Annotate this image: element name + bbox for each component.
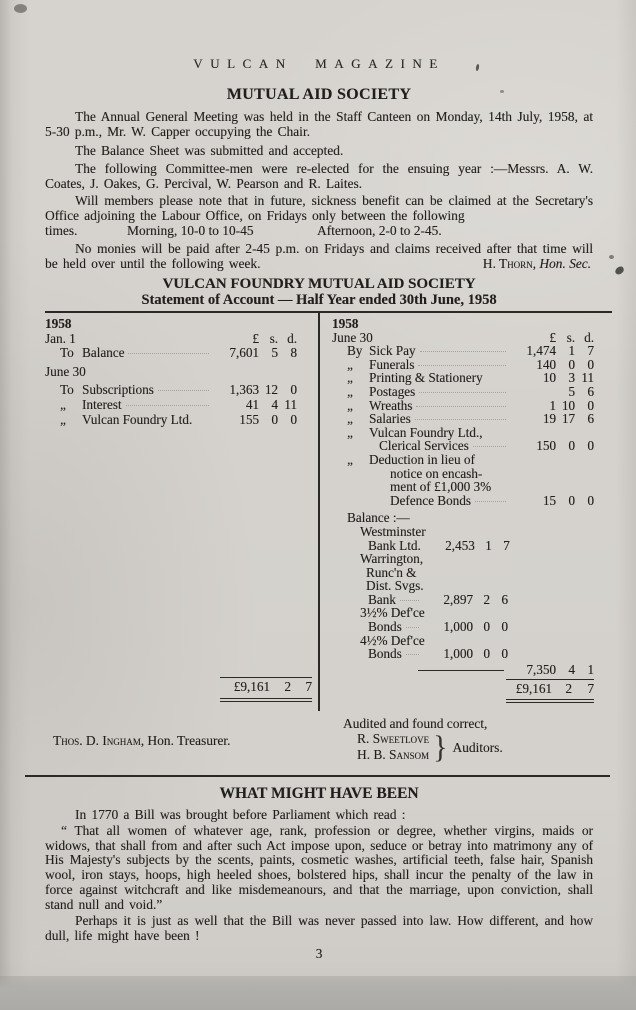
- row-pounds: 1,363: [229, 382, 259, 398]
- row-pence: 0: [290, 411, 297, 427]
- row-label: Salaries: [369, 411, 411, 427]
- row-pounds: 7,601: [229, 345, 259, 361]
- pence-column-header: d.: [287, 330, 297, 346]
- subtotal-pence: 1: [587, 661, 594, 677]
- shillings-column-header: s.: [269, 330, 278, 346]
- row-pence: 0: [501, 619, 508, 635]
- statement-of-account-table: [45, 311, 612, 711]
- left-date-jan: Jan. 1: [45, 330, 76, 346]
- balance-item-row: [332, 647, 508, 661]
- dot-leader: [158, 390, 209, 391]
- subtotal-rule: [418, 670, 504, 671]
- table-row: [332, 385, 594, 399]
- row-pence: 0: [587, 438, 594, 454]
- row-pounds: 10: [542, 370, 556, 386]
- auditors-label: Auditors.: [452, 739, 503, 755]
- paragraph-monies: No monies will be paid after 2-45 p.m. on Fridays and claims received after that time will be held over until the following week.: [45, 241, 593, 271]
- row-pounds: 2,897: [443, 591, 473, 607]
- receipts-total: [220, 677, 312, 702]
- row-pounds: 1,000: [443, 646, 473, 662]
- table-row: [45, 413, 297, 428]
- row-pence: 0: [290, 382, 297, 398]
- row-label: Postages: [369, 383, 416, 399]
- table-row: [332, 344, 594, 358]
- row-prefix: „: [347, 451, 353, 467]
- paragraph-committee: The following Committee-men were re-elected for the ensuing year :—Messrs. A. W. Coates, J. Oakes, G. Percival, W. Pearson and R. Laites.: [45, 161, 593, 191]
- table-row: [45, 398, 297, 413]
- pence-column-header: d.: [584, 329, 594, 345]
- balance-item-line: Dist. Svgs.: [366, 578, 424, 594]
- balance-item-row: [332, 539, 508, 553]
- secretary-role: Hon. Sec.: [539, 256, 591, 271]
- row-prefix: To: [60, 345, 74, 361]
- payments-total: [506, 679, 594, 703]
- row-label-continued: notice on encash-: [390, 465, 483, 481]
- left-year: 1958: [45, 316, 72, 331]
- dot-leader: [475, 501, 506, 502]
- paragraph-bill-quote: “ That all women of whatever age, rank, profession or degree, whether virgins, maids or widows, that shall from and after such Act impose upon, seduce or betray into matrimony any of His Majesty's subjects by the scents, paints, cosmetic washes, artificial teeth, false hair, Spanish wool, iron stays, hoops, high heeled shoes, bolstered hips, shall incur the penalty of the law in force against witchcraft and like misdemeanours, and that the marriage, upon conviction, shall stand null and void.”: [45, 823, 593, 912]
- row-label: Subscriptions: [82, 382, 154, 398]
- scan-speck: [609, 255, 614, 259]
- scan-speck: [614, 265, 625, 275]
- row-pounds: 1,000: [443, 619, 473, 635]
- total-pence: 7: [305, 679, 312, 694]
- auditor-name-1: R. Sweetlove: [357, 731, 430, 746]
- row-label: Funerals: [369, 356, 415, 372]
- balance-item-row: [332, 593, 508, 607]
- row-label: Vulcan Foundry Ltd.,: [369, 424, 483, 440]
- row-label: Bank: [368, 591, 396, 607]
- balance-item-line: 4½% Def'ce: [360, 632, 425, 648]
- statement-subtitle: Statement of Account — Half Year ended 30th June, 1958: [141, 292, 497, 308]
- morning-times: Morning, 10-0 to 10-45: [127, 223, 254, 238]
- table-row: [332, 494, 594, 508]
- dot-leader: [420, 351, 506, 352]
- row-pounds: 19: [542, 411, 556, 427]
- paragraph-intro-1770: In 1770 a Bill was brought before Parliament which read :: [75, 807, 406, 822]
- section-divider-rule: [25, 775, 610, 777]
- row-prefix: „: [347, 411, 353, 427]
- row-prefix: By: [347, 343, 363, 359]
- auditor-name-2: H. B. Sansom: [357, 747, 429, 762]
- total-pounds: £9,161: [233, 679, 270, 694]
- pounds-column-header: £: [252, 330, 259, 346]
- row-label: Deduction in lieu of: [369, 451, 475, 467]
- row-shillings: 1: [485, 537, 492, 553]
- paragraph-outro: Perhaps it is just as well that the Bill was never passed into law. How different, and how dull, life might have been !: [45, 913, 593, 944]
- pounds-column-header: £: [549, 329, 556, 345]
- treasurer-signature: [53, 733, 230, 748]
- table-row: [332, 426, 594, 440]
- row-pounds: 2,453: [445, 537, 475, 553]
- right-year: 1958: [332, 316, 359, 331]
- row-pence: 0: [587, 397, 594, 413]
- row-shillings: 17: [561, 411, 575, 427]
- left-header-row: [45, 332, 297, 347]
- row-pounds: 155: [239, 411, 259, 427]
- table-row: [332, 371, 594, 385]
- dot-leader: [406, 654, 419, 655]
- table-row: [332, 439, 594, 453]
- row-label-continued: Defence Bonds: [390, 492, 471, 508]
- magazine-title: VULCAN MAGAZINE: [193, 56, 445, 71]
- statement-title: VULCAN FOUNDRY MUTUAL AID SOCIETY: [162, 276, 476, 292]
- paragraph-meeting: The Annual General Meeting was held in the Staff Canteen on Monday, 14th July, 1958, at 5-30 p.m., Mr. W. Capper occupying the Chair.: [45, 109, 593, 139]
- page-content: [45, 0, 593, 961]
- right-header-row: [332, 331, 594, 345]
- treasurer-name: Thos. D. Ingham,: [53, 733, 145, 748]
- dot-leader: [416, 406, 506, 407]
- balance-item-line: Runc'n &: [366, 564, 417, 580]
- table-row: [45, 383, 297, 398]
- row-pounds: 41: [245, 396, 259, 412]
- double-rule: [220, 698, 312, 702]
- paragraph-members-notice: Will members please note that in future, sickness benefit can be claimed at the Secretary's Office adjoining the Labour Office, on Fridays only between the following: [45, 193, 593, 223]
- balance-item-line: Warrington,: [360, 551, 424, 567]
- scan-speck: [500, 90, 504, 93]
- left-date-june: June 30: [45, 363, 86, 379]
- dot-leader: [400, 600, 419, 601]
- treasurer-role: Hon. Treasurer.: [147, 733, 231, 748]
- row-label-continued: ment of £1,000 3%: [390, 479, 492, 495]
- row-label: Bonds: [368, 619, 402, 635]
- row-prefix: „: [347, 356, 353, 372]
- row-shillings: 5: [568, 383, 575, 399]
- balance-heading: Balance :—: [347, 510, 410, 526]
- audit-block: [343, 716, 503, 763]
- row-label: Balance: [82, 345, 125, 361]
- paragraph-balance-sheet: The Balance Sheet was submitted and accepted.: [75, 143, 344, 158]
- balance-item-line: Westminster: [360, 523, 426, 539]
- balance-item-row: [332, 620, 508, 634]
- claim-times-row: [45, 223, 593, 238]
- table-row: [332, 453, 594, 467]
- row-shillings: 4: [271, 396, 278, 412]
- row-prefix: „: [347, 370, 353, 386]
- row-shillings: 0: [568, 492, 575, 508]
- scanner-edge-shadow: [0, 976, 636, 1010]
- right-date-june: June 30: [332, 329, 373, 345]
- total-shillings: 2: [565, 681, 572, 697]
- row-shillings: 0: [483, 646, 490, 662]
- row-shillings: 2: [483, 591, 490, 607]
- table-row: [332, 358, 594, 372]
- row-shillings: 1: [568, 343, 575, 359]
- row-pence: 0: [587, 356, 594, 372]
- dot-leader: [419, 392, 506, 393]
- balance-item-line: 3½% Def'ce: [360, 605, 425, 621]
- row-pounds: 150: [536, 438, 556, 454]
- row-pence: 11: [284, 396, 297, 412]
- scan-speck: [14, 4, 27, 13]
- row-label: Vulcan Foundry Ltd.: [82, 411, 193, 427]
- row-label-continued: Clerical Services: [379, 438, 469, 454]
- subtotal-pounds: 7,350: [526, 661, 556, 677]
- row-prefix: „: [347, 424, 353, 440]
- row-pence: 11: [581, 370, 594, 386]
- dot-leader: [126, 405, 209, 406]
- dot-leader: [418, 365, 506, 366]
- row-prefix: „: [60, 396, 66, 412]
- signatures-area: [45, 716, 593, 773]
- dot-leader: [473, 446, 506, 447]
- row-pence: 6: [587, 411, 594, 427]
- receipts-column: [45, 316, 312, 694]
- row-shillings: 12: [264, 382, 278, 398]
- section-title-mutual-aid: MUTUAL AID SOCIETY: [226, 86, 412, 103]
- double-rule: [506, 699, 594, 703]
- row-prefix: „: [60, 411, 66, 427]
- subtotal-shillings: 4: [568, 661, 575, 677]
- payments-column: [332, 317, 594, 703]
- row-shillings: 10: [561, 397, 575, 413]
- section-title-what-might-have-been: WHAT MIGHT HAVE BEEN: [219, 785, 419, 802]
- row-pence: 7: [503, 537, 510, 553]
- row-pence: 6: [501, 591, 508, 607]
- row-shillings: 0: [568, 356, 575, 372]
- row-pence: 0: [587, 492, 594, 508]
- total-pence: 7: [587, 681, 594, 697]
- row-label: Wreaths: [369, 397, 413, 413]
- table-row: [332, 399, 594, 413]
- row-pence: 8: [290, 345, 297, 361]
- page-number: 3: [315, 946, 323, 962]
- row-pounds: 1,474: [526, 343, 556, 359]
- total-pounds: £9,161: [515, 681, 552, 697]
- row-label: Bonds: [368, 646, 402, 662]
- total-shillings: 2: [284, 679, 291, 694]
- audited-statement: Audited and found correct,: [343, 716, 488, 731]
- row-prefix: „: [347, 383, 353, 399]
- row-label: Bank Ltd.: [368, 537, 421, 553]
- balance-subtotal-row: [332, 663, 594, 677]
- dot-leader: [415, 419, 506, 420]
- table-row: [332, 412, 594, 426]
- row-label: Interest: [82, 396, 122, 412]
- table-row: [45, 346, 297, 361]
- row-shillings: 0: [271, 411, 278, 427]
- dot-leader: [128, 353, 209, 354]
- table-center-divider: [318, 313, 320, 711]
- row-pence: 7: [587, 343, 594, 359]
- row-pence: 0: [501, 646, 508, 662]
- afternoon-times: Afternoon, 2-0 to 2-45.: [317, 223, 442, 238]
- row-pounds: 15: [542, 492, 556, 508]
- row-pence: 6: [587, 383, 594, 399]
- row-label: Sick Pay: [369, 343, 416, 359]
- row-shillings: 0: [483, 619, 490, 635]
- row-shillings: 3: [568, 370, 575, 386]
- times-label: times.: [45, 223, 78, 238]
- secretary-name: H. Thorn,: [482, 256, 536, 271]
- auditors-brace: }: [433, 729, 448, 765]
- row-shillings: 0: [568, 438, 575, 454]
- row-prefix: To: [60, 382, 74, 398]
- row-label: Printing & Stationery: [369, 370, 483, 386]
- row-pounds: 140: [536, 356, 556, 372]
- secretary-signature: [483, 256, 591, 271]
- dot-leader: [406, 627, 419, 628]
- paragraph-monies-wrap: [45, 241, 593, 271]
- row-prefix: „: [347, 397, 353, 413]
- shillings-column-header: s.: [566, 329, 575, 345]
- row-pounds: 1: [549, 397, 556, 413]
- row-shillings: 5: [271, 345, 278, 361]
